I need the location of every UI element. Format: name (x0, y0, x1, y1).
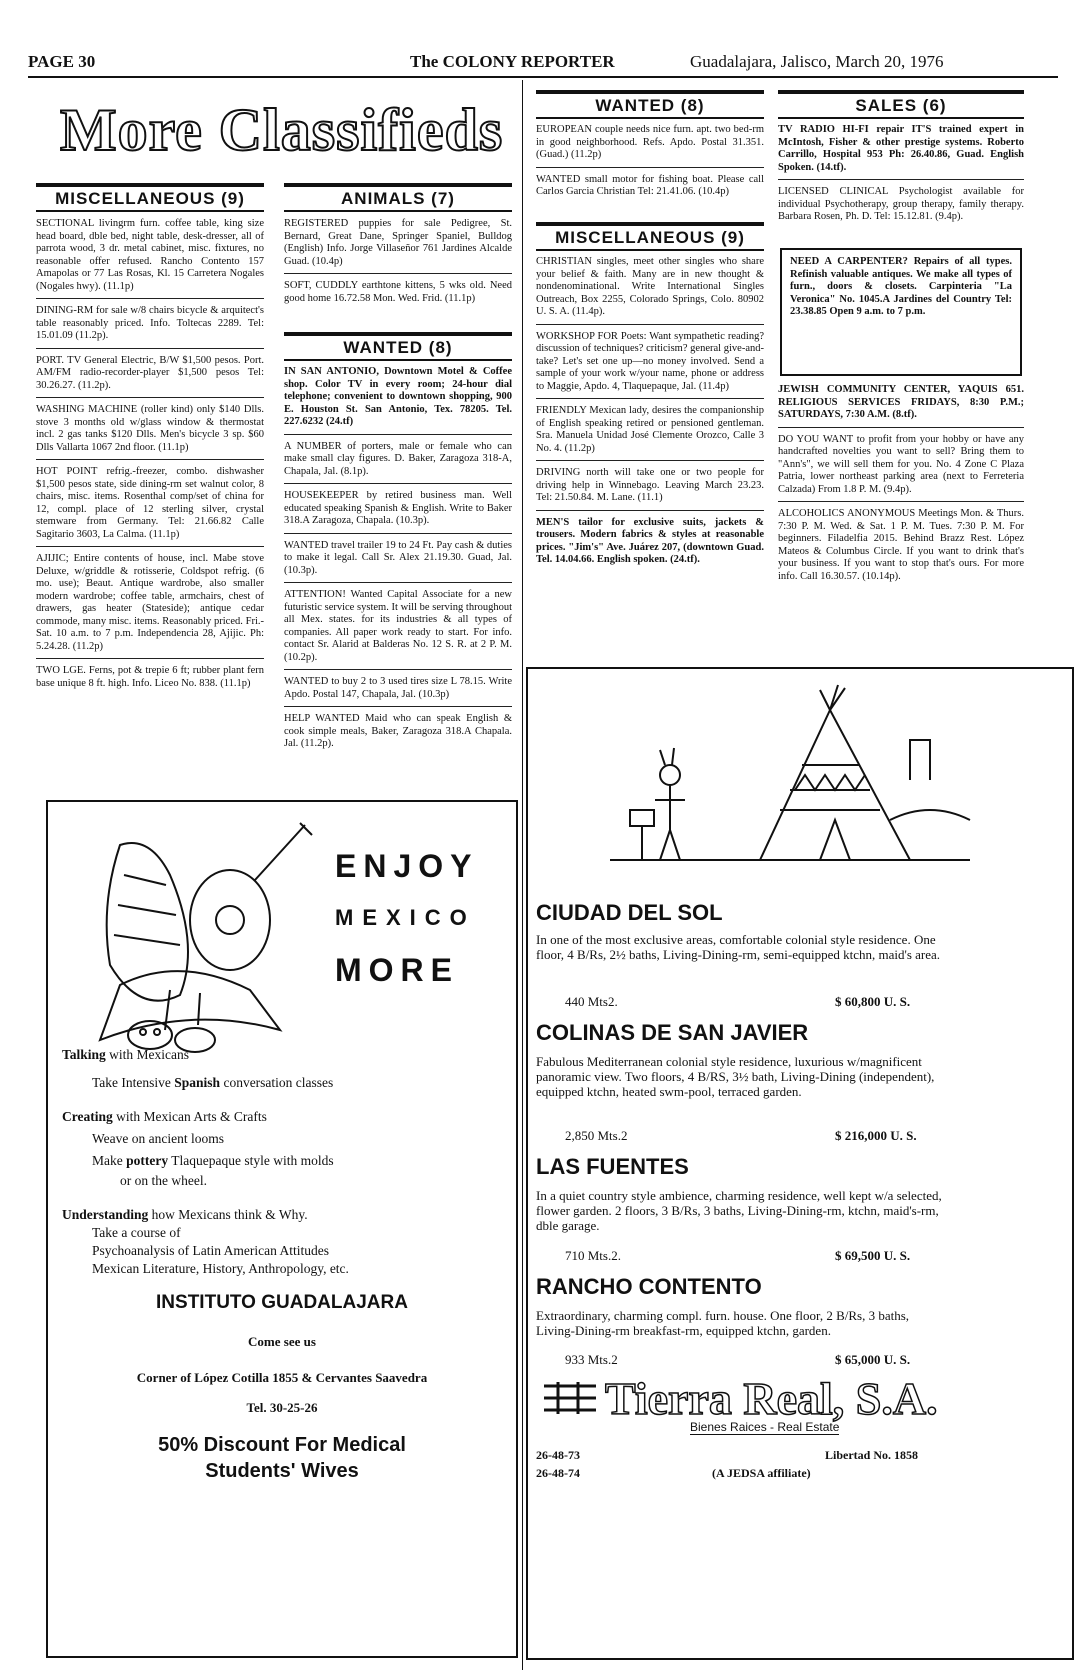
mexico-text: MEXICO (335, 905, 476, 930)
classified-ad: WORKSHOP FOR Poets: Want sympathetic reading? discussion of techniques? criticism? general give-and-take? Let's set one up—no money involved. Send a sample of your work w/your name, phone or address to Maggie, Apdo. 4, Tlaquepaque, Jal. (11.4p) (536, 331, 764, 400)
classified-ad: A NUMBER of porters, male or female who can make small clay figures. D. Baker, Zaragoza 318-A, Chapala, Jal. (8.1p). (284, 441, 512, 485)
header-rule (28, 76, 1058, 78)
classified-ad: PORT. TV General Electric, B/W $1,500 pesos. Port. AM/FM radio-recorder-player $1,500 pesos Tel: 30.26.27. (11.2p). (36, 355, 264, 399)
company-logo-icon (540, 1378, 600, 1418)
creating-rest: with Mexican Arts & Crafts (116, 1109, 267, 1124)
property-1-area: 440 Mts2. (565, 994, 618, 1009)
property-4-name: RANCHO CONTENTO (536, 1274, 762, 1299)
property-1-text: In one of the most exclusive areas, comfortable colonial style residence. One floor, 4 B/Rs, 2½ baths, Living-Dining-rm, semi-equipped ktchn, maid's area. (536, 932, 941, 962)
talking-lead: Talking (62, 1047, 106, 1062)
company-phone-2: 26-48-74 (536, 1466, 580, 1480)
carpenter-ad-box: NEED A CARPENTER? Repairs of all types. Refinish valuable antiques. We make all types of furn., doors & closets. Carpinteria "La Veronica" No. 1045.A Jardines del Country Tel: 23.38.85 Open 9 a.m. to 7 p.m. (780, 248, 1022, 376)
weave-line: Weave on ancient looms (92, 1131, 224, 1146)
classified-ad: DRIVING north will take one or two people for driving help in Winnebago. Leaving March 23.23. Tel: 21.50.84. M. Lane. (11.1) (536, 467, 764, 511)
property-3-price: $ 69,500 U. S. (835, 1248, 911, 1263)
classified-ad: WANTED to buy 2 to 3 used tires size L 78.15. Write Apdo. Postal 147, Chapala, Jal. (10.3p) (284, 676, 512, 707)
column-divider (522, 80, 523, 1670)
property-3-text: In a quiet country style ambience, charming residence, well kept w/a selected, flower garden. 2 floors, 3 B/Rs, 3 baths, Living-Dining-rm, ktchn, maid's-rm, dble garage. (536, 1188, 942, 1233)
property-2-text: Fabulous Mediterranean colonial style residence, luxurious w/magnificent panoramic view. Two floors, 4 B/RS, 3½ bath, Living-Dining (independent), equipped ktchn, heated swm-pool, terraced garden. (536, 1054, 935, 1099)
classified-ad: HOT POINT refrig.-freezer, combo. dishwasher $1,500 pesos state, side dining-rm set walnut color, 8 chairs, misc. items. Rosenthal comp/set of china for 12, compl. place of 12 sterling silver, crystal stemware from Germany. Tel: 21.66.82 Calle Sagitario 3603, La Calma. (11.1p) (36, 466, 264, 547)
classified-ad: ATTENTION! Wanted Capital Associate for a new futuristic service system. It will be serving throughout all Mex. states. for its industries & all types of companies. All paper work ready to start. For info. contact Sr. Alarid at Balderas No. 12 S. R. at 2 P. M. (10.2p). (284, 589, 512, 670)
company-affiliate: (A JEDSA affiliate) (712, 1466, 811, 1480)
literature-line: Mexican Literature, History, Anthropology, etc. (92, 1261, 349, 1276)
more-ads (778, 384, 1024, 662)
classified-ad: SECTIONAL livingrm furn. coffee table, king size head board, dble bed, night table, desk-dresser, all of parrota wood, 3 dr. metal cabinet, misc. fixtures, no reasonable offer refused. Rancho Contento 157 Amapolas or 77 Las Rosas, Kl. 15 Carretera Nogales (Nogales hwy). (11.1p) (36, 218, 264, 299)
understanding-rest: how Mexicans think & Why. (151, 1207, 308, 1222)
creating-line (62, 1108, 267, 1125)
creating-lead: Creating (62, 1109, 113, 1124)
make-a: Make (92, 1153, 123, 1168)
discount-line-2: Students' Wives (205, 1460, 359, 1482)
talking-line (62, 1046, 189, 1063)
intensive-a: Take Intensive (92, 1075, 171, 1090)
dateline: Guadalajara, Jalisco, March 20, 1976 (690, 52, 944, 71)
classified-ad: SOFT, CUDDLY earthtone kittens, 5 wks old. Need good home 16.72.58 Mon. Wed. Frid. (11.1p) (284, 280, 512, 304)
company-phone-1: 26-48-73 (536, 1448, 580, 1462)
institute-phone: Tel. 30-25-26 (246, 1400, 318, 1415)
enjoy-text: ENJOY (335, 848, 479, 884)
classified-ad: TWO LGE. Ferns, pot & trepie 6 ft; rubber plant fern base unique 8 ft. high. Info. Liceo No. 838. (11.1p) (36, 665, 264, 689)
section-title-animals: ANIMALS (7) (284, 183, 512, 212)
intensive-c: conversation classes (223, 1075, 334, 1090)
make-c: Tlaquepaque style with molds (171, 1153, 334, 1168)
classified-ad: ALCOHOLICS ANONYMOUS Meetings Mon. & Thurs. 7:30 P. M. Wed. & Sat. 1 P. M. Tues. 7:30 P. M. For beginners. Filadelfia 2015. Behind Brazz Rest. López Mateos & Columbus Circle. If you want to drink that's your business. If you want to stop that's ours. For more info. Call 16.30.57. (10.14p). (778, 508, 1024, 582)
classified-ad: CHRISTIAN singles, meet other singles who share your belief & faith. Many are in new thought & nondenominational. Write International Singles Outreach, Box 2255, Colorado Springs, Colo. 80902 U. S. A. (11.4p). (536, 256, 764, 325)
section-title-miscellaneous: MISCELLANEOUS (9) (36, 183, 264, 212)
institute-address: Corner of López Cotilla 1855 & Cervantes Saavedra (136, 1370, 428, 1385)
classified-ad: LICENSED CLINICAL Psychologist available for individual Psychotherapy, group therapy, family therapy. Barbara Rosen, Ph. D. Tel: 15.12.81. (9.4p). (778, 186, 1024, 222)
understanding-line (62, 1206, 308, 1223)
property-1-price: $ 60,800 U. S. (835, 994, 911, 1009)
more-text: MORE (335, 952, 459, 988)
institute-name: INSTITUTO GUADALAJARA (156, 1292, 408, 1313)
classified-ad: DINING-RM for sale w/8 chairs bicycle & arquitect's table reasonably priced. Info. Toltecas 2289. Tel: 15.01.09 (11.2p). (36, 305, 264, 349)
intensive-line (92, 1074, 333, 1091)
discount-line-1: 50% Discount For Medical (158, 1434, 406, 1456)
company-name: Tierra Real, S.A. (605, 1373, 938, 1424)
classified-ad: HOUSEKEEPER by retired business man. Well educated speaking Spanish & English. Write to Baker 318.A Zaragoza, Chapala. (10.3p). (284, 490, 512, 534)
banner-title: More Classifieds (60, 97, 504, 163)
company-subtitle: Bienes Raices - Real Estate (690, 1420, 840, 1434)
misc-ads-2 (536, 256, 764, 661)
property-4-price: $ 65,000 U. S. (835, 1352, 911, 1367)
classified-ad: TV RADIO HI-FI repair IT'S trained expert in McIntosh, Fisher & other prestige systems. Roberto Carrillo, Hospital 953 Ph: 26.40.86, Guad. English Spoken. (14.tf). (778, 124, 1024, 180)
classified-ad: WANTED small motor for fishing boat. Please call Carlos Garcia Christian Tel: 21.41.06. (10.4p) (536, 173, 764, 197)
wheel-line: or on the wheel. (120, 1173, 207, 1188)
property-3-area: 710 Mts.2. (565, 1248, 621, 1263)
section-title-miscellaneous-2: MISCELLANEOUS (9) (536, 222, 764, 251)
classified-ad: IN SAN ANTONIO, Downtown Motel & Coffee shop. Color TV in every room; 24-hour dial telephone; convenient to downtown shopping, 900 E. Houston St. San Antonio, Tex. 78205. Tel. 227.6232 (24.tf) (284, 366, 512, 435)
classified-ad: HELP WANTED Maid who can speak English & cook simple meals, Baker, Zaragoza 318.A Chapala. Jal. (11.2p). (284, 713, 512, 749)
company-address: Libertad No. 1858 (825, 1448, 918, 1462)
section-title-sales: SALES (6) (778, 90, 1024, 119)
come-see-us: Come see us (248, 1334, 316, 1349)
animals-ads (284, 218, 512, 328)
property-2-price: $ 216,000 U. S. (835, 1128, 917, 1143)
misc-ads-column (36, 218, 264, 793)
make-b: pottery (126, 1153, 169, 1168)
section-title-wanted: WANTED (8) (284, 332, 512, 361)
property-2-name: COLINAS DE SAN JAVIER (536, 1020, 809, 1045)
property-2-area: 2,850 Mts.2 (565, 1128, 628, 1143)
psycho-line: Psychoanalysis of Latin American Attitudes (92, 1243, 329, 1258)
property-4-text: Extraordinary, charming compl. furn. house. One floor, 2 B/Rs, 3 baths, Living-Dining-rm breakfast-rm, equipped ktchn, garden. (536, 1308, 910, 1338)
course-line: Take a course of (92, 1225, 181, 1240)
wanted-ads-2 (536, 124, 764, 224)
classified-ad: WANTED travel trailer 19 to 24 Ft. Pay cash & duties to make it legal. Call Sr. Alex 21.19.30. Guad, Jal. (10.3p). (284, 540, 512, 584)
understanding-lead: Understanding (62, 1207, 149, 1222)
classified-ad: WASHING MACHINE (roller kind) only $140 Dlls. stove 3 months old w/glass window & thermostat incl. 2 gas tanks $120 Dlls. Men's bicycle 3 sp. $60 Dlls Vallarta 1067 2nd floor. (11.1p) (36, 404, 264, 460)
classified-ad: JEWISH COMMUNITY CENTER, YAQUIS 651. RELIGIOUS SERVICES FRIDAYS, 8:30 P.M.; SATURDAYS, 7:30 A.M. (8.tf). (778, 384, 1024, 428)
sales-ads (778, 124, 1024, 244)
classified-ad: REGISTERED puppies for sale Pedigree, St. Bernard, Great Dane, Springer Spaniel, Bulldog (English) Info. Jorge Villaseñor 761 Jardines Alcalde Guad. (10.4p) (284, 218, 512, 274)
talking-rest: with Mexicans (109, 1047, 190, 1062)
classified-ad: DO YOU WANT to profit from your hobby or have any handcrafted novelties you want to sell? Bring them to "Ann's", we will sell them for you. No. 4 Zone C Plaza Patria, lower northeast parking area (next to Ferreteria Calzada) From 1.8 P. M. (9.4p). (778, 434, 1024, 503)
pottery-line (92, 1152, 334, 1169)
guitar-and-crafts-illustration (80, 815, 330, 1055)
classified-ad: MEN'S tailor for exclusive suits, jackets & trousers. Modern fabrics & styles at reasonable prices. "Jim's" Ave. Juárez 207, (downtown Guad. Tel. 14.04.66. English spoken. (24.tf). (536, 516, 764, 565)
property-4-area: 933 Mts.2 (565, 1352, 618, 1367)
classified-ad: EUROPEAN couple needs nice furn. apt. two bed-rm in good neighborhood. Refs. Apdo. Postal 31.351. (Guad.) (11.2p) (536, 124, 764, 168)
property-3-name: LAS FUENTES (536, 1154, 689, 1179)
teepee-illustration (590, 680, 990, 890)
section-title-wanted-2: WANTED (8) (536, 90, 764, 119)
wanted-ads (284, 366, 512, 794)
classified-ad: FRIENDLY Mexican lady, desires the companionship of English speaking retired or pensioned gentleman. Sra. Manuela Unidad José Clemente Orozco, Calle 3 No. 4. (11.2p) (536, 405, 764, 461)
property-1-name: CIUDAD DEL SOL (536, 900, 723, 925)
newspaper-name: The COLONY REPORTER (410, 52, 615, 71)
classified-ad: AJIJIC; Entire contents of house, incl. Mabe stove Deluxe, w/griddle & rotisserie, Coldspot refrig. (6 mo. use); Beaut. Antique wardrobe, also smaller modern wardrobe; coffee table, armchairs, chest of drawers, gas heater (Stateside); antique cedar commode, many misc. items. Reasonably priced. Fri.-Sat. 10 a.m. to 7 p.m. Independencia 28, Ajijic. Ph: 5.24.28. (11.2p) (36, 553, 264, 659)
intensive-b: Spanish (174, 1075, 221, 1090)
page-number: PAGE 30 (28, 52, 96, 71)
